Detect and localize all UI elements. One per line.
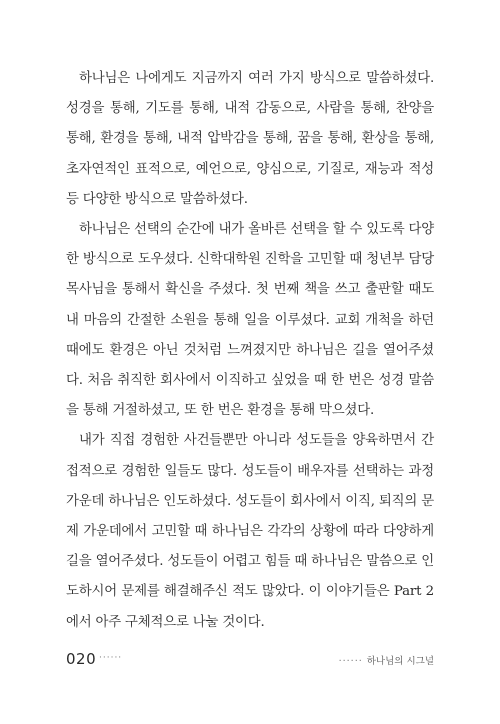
running-title-dots: ······ — [338, 656, 363, 667]
body-text — [66, 64, 434, 638]
book-title: 하나님의 시그널 — [366, 656, 434, 667]
page-number-dots: ······ — [99, 653, 123, 663]
running-title — [339, 653, 434, 667]
paragraph-1: 하나님은 나에게도 지금까지 여러 가지 방식으로 말씀하셨다. 성경을 통해, 기도를 통해, 내적 감동으로, 사람을 통해, 찬양을 통해, 환경을 통해, 내적 압박감을 통해, 꿈을 통해, 환상을 통해, 초자연적인 표적으로, 예언으로, 양심으로, 기질로, 재능과 적성 등 다양한 방식으로 말씀하셨다. — [66, 71, 434, 207]
page-footer — [66, 650, 434, 670]
paragraph-3: 내가 직접 경험한 사건들뿐만 아니라 성도들을 양육하면서 간접적으로 경험한 일들도 많다. 성도들이 배우자를 선택하는 과정 가운데 하나님은 인도하셨다. 성도들이 회사에서 이직, 퇴직의 문제 가운데에서 고민할 때 하나님은 각각의 상황에 따라 다양하게 길을 열어주셨다. 성도들이 어렵고 힘들 때 하나님은 말씀으로 인도하시어 문제를 해결해주신 적도 많았다. 이 이야기들은 Part 2에서 아주 구체적으로 나눌 것이다. — [66, 433, 434, 630]
paragraph-2: 하나님은 선택의 순간에 내가 올바른 선택을 할 수 있도록 다양한 방식으로 도우셨다. 신학대학원 진학을 고민할 때 청년부 담당 목사님을 통해서 확신을 주셨다. 첫 번째 책을 쓰고 출판할 때도 내 마음의 간절한 소원을 통해 일을 이루셨다. 교회 개척을 하던 때에도 환경은 아닌 것처럼 느껴졌지만 하나님은 길을 열어주셨다. 처음 취직한 회사에서 이직하고 싶었을 때 한 번은 성경 말씀을 통해 거절하셨고, 또 한 번은 환경을 통해 막으셨다. — [66, 222, 434, 419]
page-number: 020 — [66, 650, 97, 668]
